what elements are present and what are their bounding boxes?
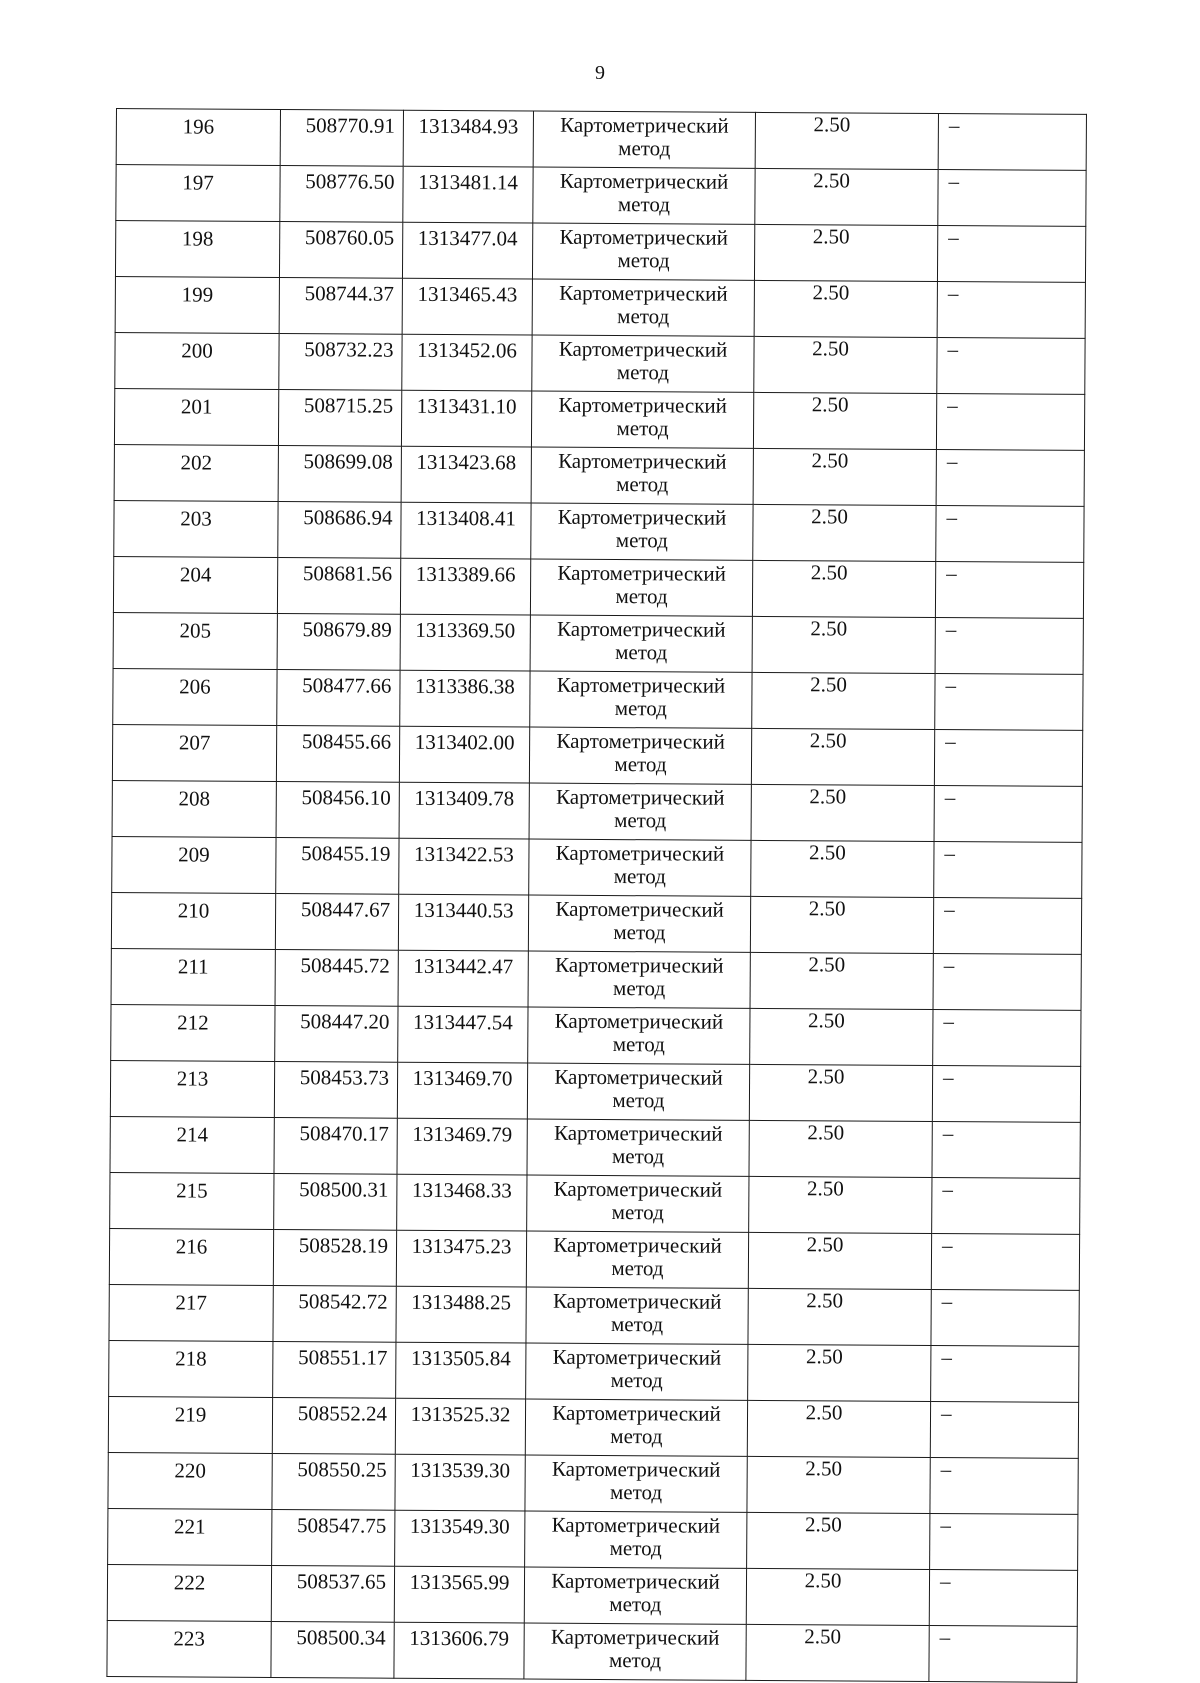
point-number-cell: 207	[112, 724, 276, 781]
point-number-cell: 209	[112, 836, 276, 893]
note-cell: –	[934, 786, 1082, 843]
accuracy-cell: 2.50	[748, 1344, 931, 1401]
table-row	[111, 948, 1081, 1010]
table-row	[113, 556, 1083, 618]
point-number-cell: 212	[111, 1004, 275, 1061]
point-number-cell: 220	[108, 1452, 272, 1509]
method-label-line2: метод	[610, 1312, 664, 1337]
y-coordinate-cell: 1313409.78	[399, 782, 529, 839]
method-label-line1: Картометрический	[553, 1176, 723, 1202]
method-label-line2: метод	[617, 248, 670, 273]
method-cell	[524, 1567, 746, 1624]
note-cell: –	[936, 506, 1084, 563]
table-row	[109, 1228, 1079, 1290]
x-coordinate-cell: 508453.73	[274, 1061, 397, 1118]
accuracy-cell: 2.50	[747, 1512, 930, 1569]
y-coordinate-cell: 1313402.00	[399, 726, 529, 783]
method-cell	[529, 727, 751, 784]
x-coordinate-cell: 508552.24	[272, 1397, 395, 1454]
method-cell	[527, 1119, 749, 1176]
note-cell: –	[937, 282, 1085, 339]
table-row	[110, 1172, 1080, 1234]
table-row	[111, 1004, 1081, 1066]
method-label-line2: метод	[609, 1592, 662, 1617]
y-coordinate-cell: 1313431.10	[401, 390, 531, 447]
y-coordinate-cell: 1313468.33	[397, 1174, 527, 1231]
table-row	[114, 388, 1084, 450]
x-coordinate-cell: 508537.65	[271, 1565, 394, 1622]
accuracy-cell: 2.50	[754, 336, 937, 393]
table-row	[107, 1564, 1077, 1626]
table-row	[113, 668, 1083, 730]
point-number-cell: 223	[107, 1620, 271, 1677]
point-number-cell: 200	[115, 332, 279, 389]
method-cell	[527, 1063, 749, 1120]
accuracy-cell: 2.50	[755, 112, 938, 169]
coordinates-sheet	[106, 108, 1086, 1683]
y-coordinate-cell: 1313477.04	[402, 222, 532, 279]
method-label-line2: метод	[613, 920, 666, 945]
method-label-line1: Картометрический	[559, 280, 728, 306]
method-label-line1: Картометрический	[557, 560, 726, 586]
y-coordinate-cell: 1313389.66	[400, 558, 530, 615]
method-cell	[531, 503, 753, 560]
accuracy-cell: 2.50	[753, 392, 936, 449]
x-coordinate-cell: 508770.91	[280, 110, 403, 167]
table-row	[115, 276, 1085, 338]
method-label-line1: Картометрический	[554, 1064, 723, 1090]
y-coordinate-cell: 1313488.25	[396, 1286, 526, 1343]
method-cell	[528, 895, 750, 952]
accuracy-cell: 2.50	[750, 952, 933, 1009]
note-cell: –	[933, 954, 1081, 1011]
point-number-cell: 208	[112, 780, 276, 837]
note-cell: –	[930, 1402, 1078, 1459]
point-number-cell: 217	[109, 1284, 273, 1341]
y-coordinate-cell: 1313422.53	[399, 838, 529, 895]
method-label-line1: Картометрический	[557, 616, 726, 642]
method-label-line2: метод	[611, 1144, 665, 1169]
method-label-line2: метод	[611, 1256, 664, 1281]
point-number-cell: 210	[111, 892, 275, 949]
note-cell: –	[932, 1066, 1080, 1123]
note-cell: –	[932, 1178, 1080, 1235]
method-label-line1: Картометрический	[555, 896, 724, 922]
note-cell: –	[929, 1625, 1077, 1682]
method-cell	[533, 111, 755, 168]
y-coordinate-cell: 1313440.53	[398, 894, 528, 951]
x-coordinate-cell: 508500.31	[274, 1173, 397, 1230]
note-cell: –	[935, 618, 1083, 675]
x-coordinate-cell: 508686.94	[278, 501, 401, 558]
table-row	[114, 500, 1084, 562]
method-label-line2: метод	[614, 752, 667, 777]
method-label-line2: метод	[610, 1424, 663, 1449]
accuracy-cell: 2.50	[750, 896, 933, 953]
y-coordinate-cell: 1313465.43	[402, 278, 532, 335]
method-label-line1: Картометрический	[558, 448, 727, 474]
note-cell: –	[934, 730, 1082, 787]
y-coordinate-cell: 1313484.93	[403, 110, 533, 167]
x-coordinate-cell: 508500.34	[271, 1621, 394, 1678]
method-cell	[533, 167, 755, 224]
method-label-line2: метод	[616, 360, 670, 385]
method-label-line2: метод	[612, 1032, 665, 1057]
method-cell	[526, 1231, 748, 1288]
y-coordinate-cell: 1313505.84	[396, 1342, 526, 1399]
point-number-cell: 206	[113, 668, 277, 725]
x-coordinate-cell: 508760.05	[279, 222, 402, 279]
coordinates-table	[106, 108, 1087, 1683]
accuracy-cell: 2.50	[746, 1624, 929, 1681]
method-cell	[526, 1287, 748, 1344]
method-cell	[531, 447, 753, 504]
method-cell	[528, 1007, 750, 1064]
x-coordinate-cell: 508681.56	[277, 557, 400, 614]
method-cell	[528, 951, 750, 1008]
table-row	[115, 332, 1085, 394]
table-row	[116, 109, 1086, 171]
method-cell	[526, 1343, 748, 1400]
method-label-line1: Картометрический	[560, 112, 729, 138]
table-row	[108, 1508, 1078, 1570]
note-cell: –	[930, 1513, 1078, 1570]
y-coordinate-cell: 1313525.32	[395, 1398, 525, 1455]
method-label-line1: Картометрический	[552, 1400, 721, 1426]
table-row	[108, 1396, 1078, 1458]
method-label-line1: Картометрический	[554, 952, 724, 978]
method-cell	[531, 391, 753, 448]
note-cell: –	[932, 1122, 1080, 1179]
note-cell: –	[933, 1010, 1081, 1067]
note-cell: –	[938, 170, 1086, 227]
note-cell: –	[930, 1457, 1078, 1514]
accuracy-cell: 2.50	[752, 616, 935, 673]
accuracy-cell: 2.50	[754, 224, 937, 281]
point-number-cell: 204	[113, 556, 277, 613]
y-coordinate-cell: 1313549.30	[395, 1510, 525, 1567]
x-coordinate-cell: 508679.89	[277, 613, 400, 670]
y-coordinate-cell: 1313475.23	[396, 1230, 526, 1287]
table-row	[116, 165, 1086, 227]
x-coordinate-cell: 508732.23	[279, 334, 402, 391]
accuracy-cell: 2.50	[748, 1232, 931, 1289]
x-coordinate-cell: 508477.66	[277, 669, 400, 726]
accuracy-cell: 2.50	[753, 448, 936, 505]
note-cell: –	[931, 1290, 1079, 1347]
accuracy-cell: 2.50	[749, 1176, 932, 1233]
accuracy-cell: 2.50	[750, 1008, 933, 1065]
point-number-cell: 216	[109, 1228, 273, 1285]
table-row	[108, 1452, 1078, 1514]
table-row	[110, 1060, 1080, 1122]
method-label-line2: метод	[615, 528, 668, 553]
method-cell	[532, 335, 754, 392]
method-label-line2: метод	[617, 192, 671, 217]
x-coordinate-cell: 508455.66	[276, 725, 399, 782]
method-label-line2: метод	[615, 584, 668, 609]
method-label-line1: Картометрический	[558, 392, 728, 418]
y-coordinate-cell: 1313481.14	[403, 166, 533, 223]
method-label-line2: метод	[618, 136, 671, 161]
x-coordinate-cell: 508456.10	[276, 781, 399, 838]
method-label-line1: Картометрический	[556, 672, 726, 698]
table-row	[110, 1116, 1080, 1178]
accuracy-cell: 2.50	[754, 280, 937, 337]
method-label-line1: Картометрический	[558, 336, 728, 362]
accuracy-cell: 2.50	[751, 728, 934, 785]
point-number-cell: 197	[116, 165, 280, 222]
point-number-cell: 198	[115, 221, 279, 278]
x-coordinate-cell: 508776.50	[280, 166, 403, 223]
accuracy-cell: 2.50	[752, 560, 935, 617]
method-label-line2: метод	[616, 416, 669, 441]
accuracy-cell: 2.50	[746, 1568, 929, 1625]
table-row	[109, 1340, 1079, 1402]
note-cell: –	[938, 114, 1086, 171]
x-coordinate-cell: 508528.19	[273, 1229, 396, 1286]
y-coordinate-cell: 1313423.68	[401, 446, 531, 503]
method-label-line1: Картометрический	[550, 1624, 720, 1650]
point-number-cell: 214	[110, 1116, 274, 1173]
point-number-cell: 201	[114, 388, 278, 445]
accuracy-cell: 2.50	[752, 672, 935, 729]
point-number-cell: 199	[115, 276, 279, 333]
method-label-line1: Картометрический	[555, 840, 725, 866]
accuracy-cell: 2.50	[749, 1064, 932, 1121]
y-coordinate-cell: 1313452.06	[402, 334, 532, 391]
x-coordinate-cell: 508547.75	[272, 1509, 395, 1566]
x-coordinate-cell: 508455.19	[276, 837, 399, 894]
note-cell: –	[931, 1346, 1079, 1403]
accuracy-cell: 2.50	[755, 168, 938, 225]
point-number-cell: 215	[110, 1172, 274, 1229]
method-label-line2: метод	[610, 1368, 663, 1393]
x-coordinate-cell: 508470.17	[274, 1117, 397, 1174]
method-label-line2: метод	[608, 1648, 662, 1673]
point-number-cell: 222	[107, 1564, 271, 1621]
point-number-cell: 202	[114, 444, 278, 501]
note-cell: –	[931, 1234, 1079, 1291]
y-coordinate-cell: 1313408.41	[401, 502, 531, 559]
point-number-cell: 196	[116, 109, 280, 166]
accuracy-cell: 2.50	[748, 1288, 931, 1345]
y-coordinate-cell: 1313469.70	[397, 1062, 527, 1119]
table-row	[112, 724, 1082, 786]
point-number-cell: 219	[108, 1396, 272, 1453]
y-coordinate-cell: 1313469.79	[397, 1118, 527, 1175]
accuracy-cell: 2.50	[751, 840, 934, 897]
y-coordinate-cell: 1313539.30	[395, 1454, 525, 1511]
method-cell	[525, 1399, 747, 1456]
method-label-line2: метод	[616, 472, 669, 497]
table-row	[115, 221, 1085, 283]
method-label-line1: Картометрический	[554, 1008, 724, 1034]
x-coordinate-cell: 508447.67	[275, 893, 398, 950]
y-coordinate-cell: 1313369.50	[400, 614, 530, 671]
x-coordinate-cell: 508550.25	[272, 1453, 395, 1510]
point-number-cell: 221	[108, 1508, 272, 1565]
method-cell	[525, 1511, 747, 1568]
x-coordinate-cell: 508447.20	[275, 1005, 398, 1062]
y-coordinate-cell: 1313565.99	[394, 1566, 524, 1623]
method-cell	[529, 783, 751, 840]
method-label-line1: Картометрический	[551, 1568, 720, 1594]
method-label-line1: Картометрический	[557, 504, 727, 530]
note-cell: –	[935, 674, 1083, 731]
point-number-cell: 203	[114, 500, 278, 557]
y-coordinate-cell: 1313386.38	[400, 670, 530, 727]
x-coordinate-cell: 508699.08	[278, 445, 401, 502]
method-label-line2: метод	[617, 304, 670, 329]
note-cell: –	[936, 450, 1084, 507]
table-row	[112, 836, 1082, 898]
accuracy-cell: 2.50	[749, 1120, 932, 1177]
method-label-line1: Картометрический	[559, 168, 729, 194]
table-row	[114, 444, 1084, 506]
accuracy-cell: 2.50	[751, 784, 934, 841]
table-row	[109, 1284, 1079, 1346]
page-number: 9	[595, 62, 605, 84]
table-row	[113, 612, 1083, 674]
coordinates-table-body	[107, 109, 1087, 1683]
x-coordinate-cell: 508445.72	[275, 949, 398, 1006]
x-coordinate-cell: 508551.17	[273, 1341, 396, 1398]
note-cell: –	[933, 898, 1081, 955]
method-label-line2: метод	[613, 976, 666, 1001]
x-coordinate-cell: 508542.72	[273, 1285, 396, 1342]
point-number-cell: 211	[111, 948, 275, 1005]
method-label-line1: Картометрический	[553, 1120, 723, 1146]
x-coordinate-cell: 508715.25	[278, 389, 401, 446]
accuracy-cell: 2.50	[753, 504, 936, 561]
note-cell: –	[929, 1569, 1077, 1626]
table-row	[111, 892, 1081, 954]
method-cell	[524, 1623, 746, 1680]
method-cell	[525, 1455, 747, 1512]
accuracy-cell: 2.50	[747, 1400, 930, 1457]
method-cell	[532, 279, 754, 336]
y-coordinate-cell: 1313447.54	[398, 1006, 528, 1063]
table-row	[107, 1620, 1077, 1682]
note-cell: –	[935, 562, 1083, 619]
method-label-line2: метод	[609, 1536, 662, 1561]
method-label-line2: метод	[613, 864, 666, 889]
note-cell: –	[937, 226, 1085, 283]
note-cell: –	[934, 842, 1082, 899]
method-cell	[530, 559, 752, 616]
method-cell	[529, 839, 751, 896]
method-label-line1: Картометрический	[551, 1512, 721, 1538]
method-label-line1: Картометрический	[552, 1288, 722, 1314]
y-coordinate-cell: 1313442.47	[398, 950, 528, 1007]
method-label-line2: метод	[609, 1480, 663, 1505]
point-number-cell: 218	[109, 1340, 273, 1397]
method-label-line2: метод	[614, 808, 667, 833]
accuracy-cell: 2.50	[747, 1456, 930, 1513]
y-coordinate-cell: 1313606.79	[394, 1622, 524, 1679]
point-number-cell: 213	[110, 1060, 274, 1117]
method-label-line2: метод	[615, 640, 668, 665]
method-label-line1: Картометрический	[551, 1456, 721, 1482]
method-label-line1: Картометрический	[553, 1232, 722, 1258]
method-label-line2: метод	[612, 1088, 665, 1113]
method-cell	[530, 671, 752, 728]
method-cell	[532, 223, 754, 280]
method-label-line1: Картометрический	[555, 784, 725, 810]
method-label-line1: Картометрический	[552, 1344, 722, 1370]
x-coordinate-cell: 508744.37	[279, 278, 402, 335]
method-label-line1: Картометрический	[556, 728, 725, 754]
table-row	[112, 780, 1082, 842]
note-cell: –	[936, 394, 1084, 451]
note-cell: –	[937, 338, 1085, 395]
method-label-line1: Картометрический	[559, 224, 729, 250]
method-cell	[527, 1175, 749, 1232]
method-cell	[530, 615, 752, 672]
method-label-line2: метод	[614, 696, 667, 721]
point-number-cell: 205	[113, 612, 277, 669]
method-label-line2: метод	[611, 1200, 664, 1225]
